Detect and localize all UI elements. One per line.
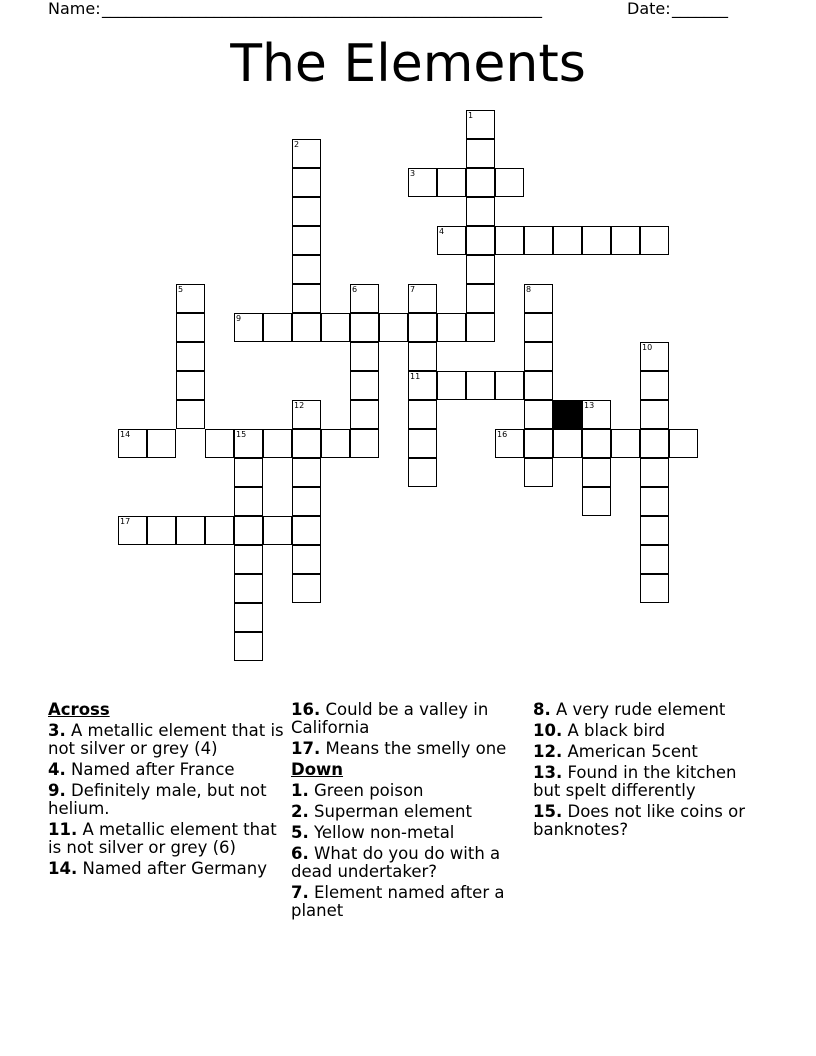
grid-cell[interactable] <box>118 516 147 545</box>
clue-number: 1 <box>468 111 474 120</box>
grid-cell[interactable] <box>292 400 321 429</box>
grid-cell[interactable] <box>234 574 263 603</box>
grid-cell[interactable] <box>234 487 263 516</box>
grid-cell[interactable] <box>234 313 263 342</box>
grid-cell[interactable] <box>350 400 379 429</box>
clue-number: 4 <box>439 227 445 236</box>
grid-cell[interactable] <box>234 516 263 545</box>
grid-cell[interactable] <box>176 516 205 545</box>
clue-number: 16 <box>497 430 508 439</box>
grid-cell[interactable] <box>524 342 553 371</box>
grid-cell[interactable] <box>350 342 379 371</box>
grid-cell[interactable] <box>524 400 553 429</box>
grid-cell[interactable] <box>611 429 640 458</box>
grid-cell[interactable] <box>524 429 553 458</box>
clue-down-13: 13. Found in the kitchen but spelt differently <box>533 763 737 800</box>
grid-cell[interactable] <box>466 168 495 197</box>
grid-cell[interactable] <box>205 516 234 545</box>
grid-cell[interactable] <box>466 313 495 342</box>
blocked-cell <box>553 400 582 429</box>
clue-down-5: 5. Yellow non-metal <box>291 823 455 842</box>
grid-cell[interactable] <box>292 226 321 255</box>
clue-across-3: 3. A metallic element that is not silver or grey (4) <box>48 721 284 758</box>
grid-cell[interactable] <box>640 342 669 371</box>
grid-cell[interactable] <box>176 371 205 400</box>
grid-cell[interactable] <box>611 226 640 255</box>
grid-cell[interactable] <box>176 284 205 313</box>
grid-cell[interactable] <box>524 371 553 400</box>
grid-cell[interactable] <box>582 226 611 255</box>
grid-cell[interactable] <box>553 226 582 255</box>
clue-across-4: 4. Named after France <box>48 760 235 779</box>
grid-cell[interactable] <box>118 429 147 458</box>
clue-across-17: 17. Means the smelly one <box>291 739 507 758</box>
grid-cell[interactable] <box>205 429 234 458</box>
grid-cell[interactable] <box>147 516 176 545</box>
clue-down-8: 8. A very rude element <box>533 700 726 719</box>
grid-cell[interactable] <box>292 168 321 197</box>
clue-across-9: 9. Definitely male, but not helium. <box>48 781 267 818</box>
clue-number: 17 <box>120 517 131 526</box>
grid-cell[interactable] <box>553 429 582 458</box>
grid-cell[interactable] <box>379 313 408 342</box>
date-label: Date: <box>627 0 671 18</box>
clues-column-1 <box>48 701 284 881</box>
grid-cell[interactable] <box>495 226 524 255</box>
clue-across-16: 16. Could be a valley in California <box>291 700 489 737</box>
clue-down-15: 15. Does not like coins or banknotes? <box>533 802 746 839</box>
clues-column-3 <box>533 701 769 842</box>
clue-number: 9 <box>236 314 242 323</box>
grid-cell[interactable] <box>176 400 205 429</box>
across-heading: Across <box>48 700 110 719</box>
grid-cell[interactable] <box>408 168 437 197</box>
grid-cell[interactable] <box>292 197 321 226</box>
grid-cell[interactable] <box>582 458 611 487</box>
clue-number: 11 <box>410 372 421 381</box>
grid-cell[interactable] <box>292 458 321 487</box>
grid-cell[interactable] <box>437 226 466 255</box>
clue-number: 5 <box>178 285 184 294</box>
grid-cell[interactable] <box>582 487 611 516</box>
grid-cell[interactable] <box>292 574 321 603</box>
clue-number: 10 <box>642 343 653 352</box>
grid-cell[interactable] <box>408 429 437 458</box>
clue-down-12: 12. American 5cent <box>533 742 698 761</box>
clue-number: 6 <box>352 285 358 294</box>
grid-cell[interactable] <box>408 313 437 342</box>
grid-cell[interactable] <box>408 342 437 371</box>
grid-cell[interactable] <box>292 139 321 168</box>
grid-cell[interactable] <box>350 284 379 313</box>
grid-cell[interactable] <box>466 255 495 284</box>
grid-cell[interactable] <box>408 371 437 400</box>
grid-cell[interactable] <box>640 371 669 400</box>
page-title: The Elements <box>230 34 586 94</box>
grid-cell[interactable] <box>234 603 263 632</box>
grid-cell[interactable] <box>350 429 379 458</box>
grid-cell[interactable] <box>437 168 466 197</box>
grid-cell[interactable] <box>640 487 669 516</box>
clue-number: 3 <box>410 169 416 178</box>
clue-across-11: 11. A metallic element that is not silver or grey (6) <box>48 820 277 857</box>
grid-cell[interactable] <box>640 400 669 429</box>
grid-cell[interactable] <box>263 516 292 545</box>
grid-cell[interactable] <box>234 545 263 574</box>
clue-down-1: 1. Green poison <box>291 781 424 800</box>
grid-cell[interactable] <box>408 458 437 487</box>
grid-cell[interactable] <box>292 284 321 313</box>
grid-cell[interactable] <box>292 429 321 458</box>
grid-cell[interactable] <box>640 545 669 574</box>
clue-number: 12 <box>294 401 305 410</box>
clue-number: 8 <box>526 285 532 294</box>
grid-cell[interactable] <box>524 458 553 487</box>
grid-cell[interactable] <box>350 371 379 400</box>
clue-down-10: 10. A black bird <box>533 721 666 740</box>
grid-cell[interactable] <box>234 632 263 661</box>
grid-cell[interactable] <box>640 429 669 458</box>
grid-cell[interactable] <box>466 110 495 139</box>
grid-cell[interactable] <box>495 429 524 458</box>
grid-cell[interactable] <box>466 226 495 255</box>
clue-number: 14 <box>120 430 131 439</box>
grid-cell[interactable] <box>176 313 205 342</box>
clue-number: 2 <box>294 140 300 149</box>
grid-cell[interactable] <box>350 313 379 342</box>
grid-cell[interactable] <box>524 284 553 313</box>
clues-column-2 <box>291 701 527 923</box>
grid-cell[interactable] <box>524 313 553 342</box>
grid-cell[interactable] <box>263 429 292 458</box>
grid-cell[interactable] <box>408 400 437 429</box>
clue-down-2: 2. Superman element <box>291 802 472 821</box>
grid-cell[interactable] <box>437 313 466 342</box>
grid-cell[interactable] <box>292 255 321 284</box>
grid-cell[interactable] <box>466 371 495 400</box>
grid-cell[interactable] <box>640 516 669 545</box>
grid-cell[interactable] <box>495 168 524 197</box>
name-field[interactable]: _______________________________________________________ <box>102 0 542 18</box>
grid-cell[interactable] <box>582 400 611 429</box>
clue-number: 7 <box>410 285 416 294</box>
grid-cell[interactable] <box>466 284 495 313</box>
date-field[interactable]: _______ <box>672 0 728 18</box>
grid-cell[interactable] <box>437 371 466 400</box>
grid-cell[interactable] <box>234 458 263 487</box>
grid-cell[interactable] <box>640 574 669 603</box>
clue-down-7: 7. Element named after a planet <box>291 883 505 920</box>
grid-cell[interactable] <box>263 313 292 342</box>
grid-cell[interactable] <box>292 313 321 342</box>
grid-cell[interactable] <box>640 226 669 255</box>
down-heading: Down <box>291 760 344 779</box>
grid-cell[interactable] <box>321 313 350 342</box>
clue-across-14: 14. Named after Germany <box>48 859 267 878</box>
grid-cell[interactable] <box>466 139 495 168</box>
grid-cell[interactable] <box>582 429 611 458</box>
grid-cell[interactable] <box>176 342 205 371</box>
grid-cell[interactable] <box>292 545 321 574</box>
grid-cell[interactable] <box>147 429 176 458</box>
clue-number: 15 <box>236 430 247 439</box>
grid-cell[interactable] <box>292 487 321 516</box>
grid-cell[interactable] <box>640 458 669 487</box>
grid-cell[interactable] <box>292 516 321 545</box>
clue-down-6: 6. What do you do with a dead undertaker? <box>291 844 501 881</box>
name-label: Name: <box>48 0 101 18</box>
clue-number: 13 <box>584 401 595 410</box>
grid-cell[interactable] <box>321 429 350 458</box>
grid-cell[interactable] <box>495 371 524 400</box>
grid-cell[interactable] <box>466 197 495 226</box>
grid-cell[interactable] <box>524 226 553 255</box>
grid-cell[interactable] <box>234 429 263 458</box>
grid-cell[interactable] <box>669 429 698 458</box>
grid-cell[interactable] <box>408 284 437 313</box>
